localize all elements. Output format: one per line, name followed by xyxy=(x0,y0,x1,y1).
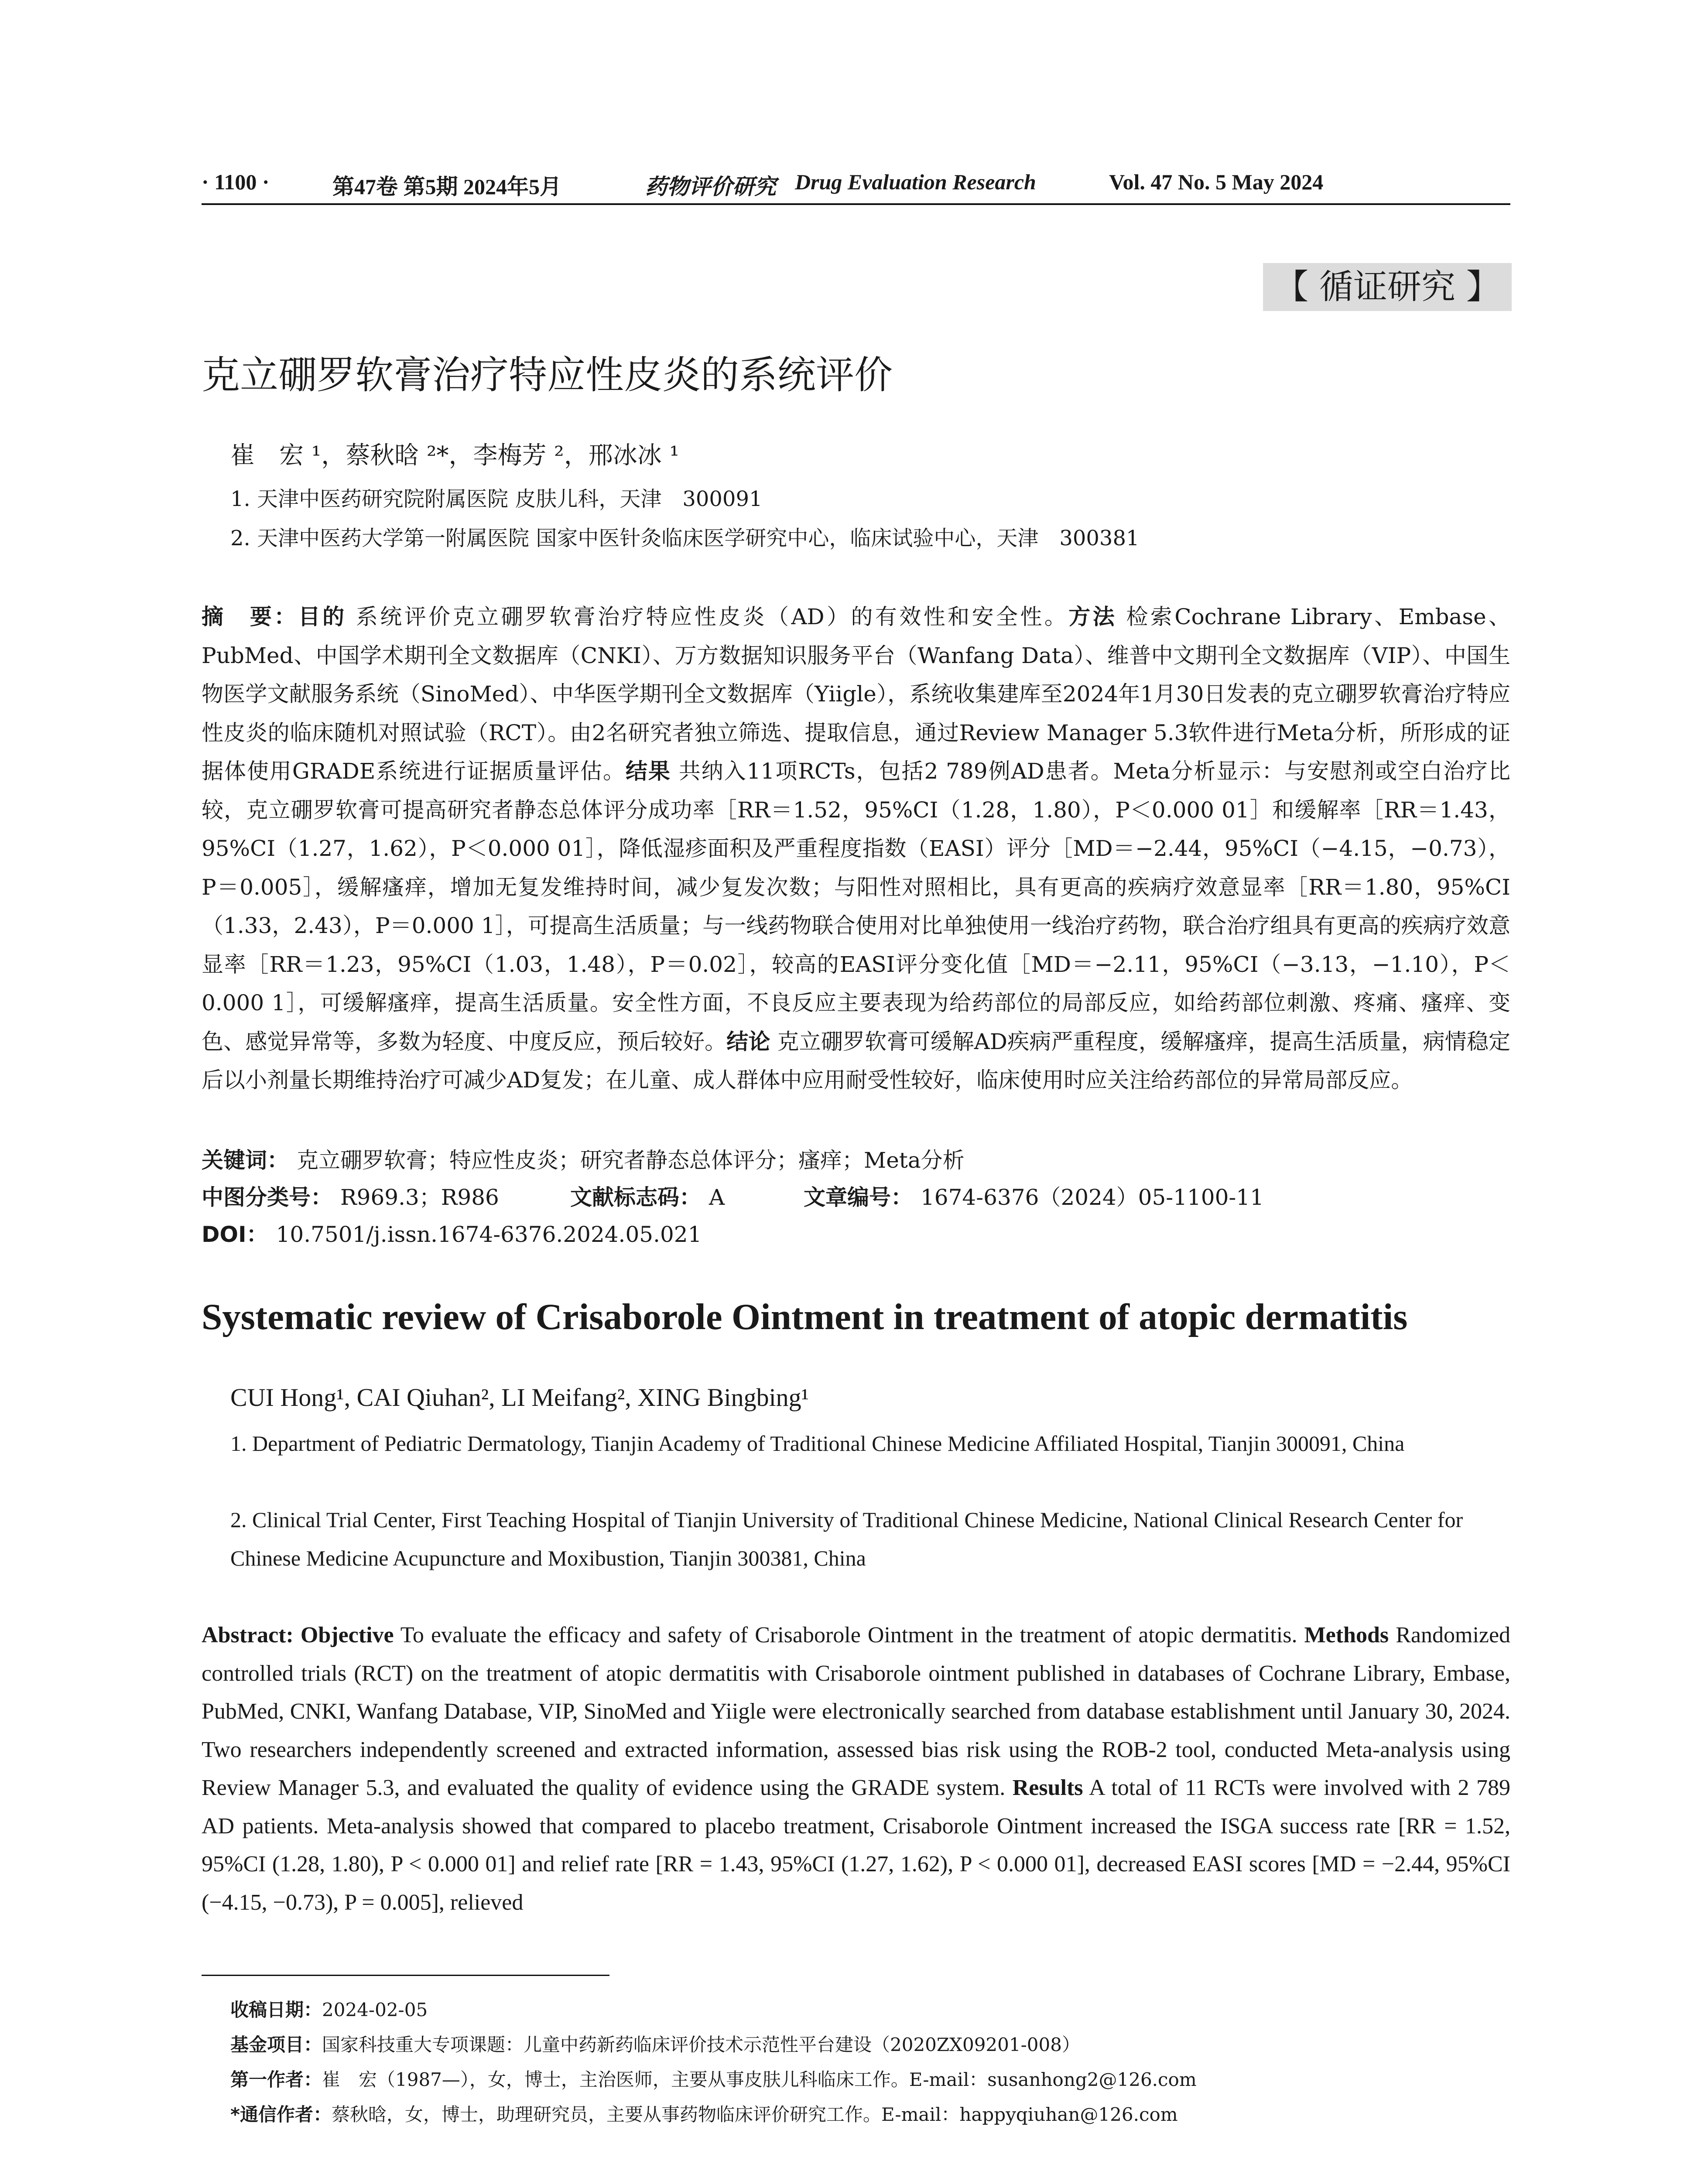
footnote-label: 收稿日期： xyxy=(230,1999,322,2020)
journal-name-en: Drug Evaluation Research xyxy=(795,170,1036,194)
results-text-en: A total of 11 RCTs were involved with 2 789 AD patients. Meta-analysis showed that compared to placebo treatment, Crisaborole Ointment increased the ISGA success rate [RR = 1.52, 95%CI (1.28, 1.80), P < 0.000 01] and relief rate [RR = 1.43, 95%CI (1.27, 1.62), P < 0.000 01], decreased EASI scores [MD = −2.44, 95%CI (−4.15, −0.73), P = 0.005], relieved xyxy=(202,1775,1510,1915)
page-number: · 1100 · xyxy=(202,170,270,194)
issue-info-cn: 第47卷 第5期 2024年5月 xyxy=(332,174,561,199)
abstract-en xyxy=(202,1616,1510,1956)
abstract-en-label: Abstract: xyxy=(202,1623,294,1648)
keywords-text: 克立硼罗软膏；特应性皮炎；研究者静态总体评分；瘙痒；Meta分析 xyxy=(297,1148,965,1173)
article-no-field xyxy=(804,1180,1264,1211)
authors-en: CUI Hong¹, CAI Qiuhan², LI Meifang², XING Bingbing¹ xyxy=(230,1383,809,1412)
results-label-cn: 结果 xyxy=(625,759,671,784)
footnote-received xyxy=(230,1996,428,2022)
doc-code-value: A xyxy=(709,1185,725,1210)
column-tag: 【 循证研究 】 xyxy=(1263,263,1512,311)
keywords-label: 关键词： xyxy=(202,1148,289,1173)
footnote-funding xyxy=(230,2031,1080,2057)
running-header xyxy=(202,169,1510,200)
doc-code-field xyxy=(570,1180,725,1211)
objective-label-en: Objective xyxy=(300,1623,394,1648)
classification-line xyxy=(202,1180,1510,1210)
keywords-cn xyxy=(202,1143,965,1174)
conclusion-text-cn: 克立硼罗软膏可缓解AD疾病严重程度，缓解瘙痒，提高生活质量，病情稳定后以小剂量长期维持治疗可减少AD复发；在儿童、成人群体中应用耐受性较好，临床使用时应关注给药部位的异常局部反应。 xyxy=(202,1029,1511,1093)
affiliation-en-1: 1. Department of Pediatric Dermatology, Tianjin Academy of Traditional Chinese Medicine Affiliated Hospital, Tianjin 300091, China xyxy=(230,1431,1405,1456)
objective-text-en: To evaluate the efficacy and safety of Crisaborole Ointment in the treatment of atopic dermatitis. xyxy=(400,1623,1297,1648)
abstract-cn xyxy=(202,598,1510,1100)
affiliation-en-2: 2. Clinical Trial Center, First Teaching Hospital of Tianjin University of Traditional Chinese Medicine, National Clinical Research Center for Chinese Medicine Acupuncture and Moxibustion, Tianjin 300381, China xyxy=(230,1508,1463,1570)
clc-value: R969.3；R986 xyxy=(340,1185,499,1210)
affiliation-cn-1: 1. 天津中医药研究院附属医院 皮肤儿科，天津 300091 xyxy=(230,487,763,511)
footnote-text: 崔 宏（1987—），女，博士，主治医师，主要从事皮肤儿科临床工作。E-mail：susanhong2@126.com xyxy=(322,2069,1197,2090)
article-title-cn: 克立硼罗软膏治疗特应性皮炎的系统评价 xyxy=(202,352,893,397)
results-text-cn: 共纳入11项RCTs，包括2 789例AD患者。Meta分析显示：与安慰剂或空白治疗比较，克立硼罗软膏可提高研究者静态总体评分成功率［RR＝1.52，95%CI（1.28，1.80），P＜0.000 01］和缓解率［RR＝1.43，95%CI（1.27，1.62），P＜0.000 01］，降低湿疹面积及严重程度指数（EASI）评分［MD＝−2.44，95%CI（−4.15，−0.73），P＝0.005］，缓解瘙痒，增加无复发维持时间，减少复发次数；与阳性对照相比，具有更高的疾病疗效意显率［RR＝1.80，95%CI（1.33，2.43），P＝0.000 1］，可提高生活质量；与一线药物联合使用对比单独使用一线治疗药物，联合治疗组具有更高的疾病疗效意显率［RR＝1.23，95%CI（1.03，1.48），P＝0.02］，较高的EASI评分变化值［MD＝−2.11，95%CI（−3.13，−1.10），P＜0.000 1］，可缓解瘙痒，提高生活质量。安全性方面，不良反应主要表现为给药部位的局部反应，如给药部位刺激、疼痛、瘙痒、变色、感觉异常等，多数为轻度、中度反应，预后较好。 xyxy=(202,759,1511,1054)
footnote-text: 蔡秋晗，女，博士，助理研究员，主要从事药物临床评价研究工作。E-mail：happyqiuhan@126.com xyxy=(331,2104,1178,2125)
footnote-label: 第一作者： xyxy=(230,2069,322,2090)
footnote-text: 2024-02-05 xyxy=(322,1999,428,2020)
objective-text-cn: 系统评价克立硼罗软膏治疗特应性皮炎（AD）的有效性和安全性。 xyxy=(356,604,1069,629)
doi-label: DOI： xyxy=(202,1222,268,1247)
clc-field xyxy=(202,1180,499,1211)
volume-info-en: Vol. 47 No. 5 May 2024 xyxy=(1109,170,1324,194)
methods-label-cn: 方法 xyxy=(1068,604,1117,629)
methods-text-cn: 检索Cochrane Library、Embase、PubMed、中国学术期刊全文数据库（CNKI）、万方数据知识服务平台（Wanfang Data）、维普中文期刊全文数据库（VIP）、中国生物医学文献服务系统（SinoMed）、中华医学期刊全文数据库（Yiigle），系统收集建库至2024年1月30日发表的克立硼罗软膏治疗特应性皮炎的临床随机对照试验（RCT）。由2名研究者独立筛选、提取信息，通过Review Manager 5.3软件进行Meta分析，所形成的证据体使用GRADE系统进行证据质量评估。 xyxy=(202,604,1510,784)
doc-code-label: 文献标志码： xyxy=(570,1185,701,1210)
footnote-text: 国家科技重大专项课题：儿童中药新药临床评价技术示范性平台建设（2020ZX09201-008） xyxy=(322,2034,1080,2055)
conclusion-label-cn: 结论 xyxy=(726,1029,770,1054)
methods-text-en: Randomized controlled trials (RCT) on the treatment of atopic dermatitis with Crisaborole ointment published in databases of Cochrane Library, Embase, PubMed, CNKI, Wanfang Database, VIP, SinoMed and Yiigle were electronically searched from database establishment until January 30, 2024. Two researchers independently screened and extracted information, assessed bias risk using the ROB-2 tool, conducted Meta-analysis using Review Manager 5.3, and evaluated the quality of evidence using the GRADE system. xyxy=(202,1623,1510,1800)
journal-logo: 药物评价研究 xyxy=(645,174,776,199)
methods-label-en: Methods xyxy=(1304,1623,1389,1648)
footnote-label: 基金项目： xyxy=(230,2034,322,2055)
affiliation-cn-2: 2. 天津中医药大学第一附属医院 国家中医针灸临床医学研究中心，临床试验中心，天津 300381 xyxy=(230,526,1140,550)
article-title-en: Systematic review of Crisaborole Ointment in treatment of atopic dermatitis xyxy=(202,1296,1408,1337)
clc-label: 中图分类号： xyxy=(202,1185,332,1210)
doi-value: 10.7501/j.issn.1674-6376.2024.05.021 xyxy=(276,1222,702,1247)
authors-cn: 崔 宏 ¹，蔡秋晗 ²*，李梅芳 ²，邢冰冰 ¹ xyxy=(230,441,679,470)
footnote-first-author xyxy=(230,2065,1197,2092)
article-no-value: 1674-6376（2024）05-1100-11 xyxy=(921,1185,1264,1210)
results-label-en: Results xyxy=(1012,1775,1083,1800)
doi-line xyxy=(202,1217,702,1248)
objective-label-cn: 目的 xyxy=(298,604,347,629)
footnote-label: *通信作者： xyxy=(230,2104,332,2125)
footnote-corresponding xyxy=(230,2100,1178,2126)
abstract-cn-label: 摘 要： xyxy=(202,604,298,629)
header-divider xyxy=(202,203,1510,205)
footnote-divider xyxy=(202,1975,609,1976)
article-no-label: 文章编号： xyxy=(804,1185,913,1210)
